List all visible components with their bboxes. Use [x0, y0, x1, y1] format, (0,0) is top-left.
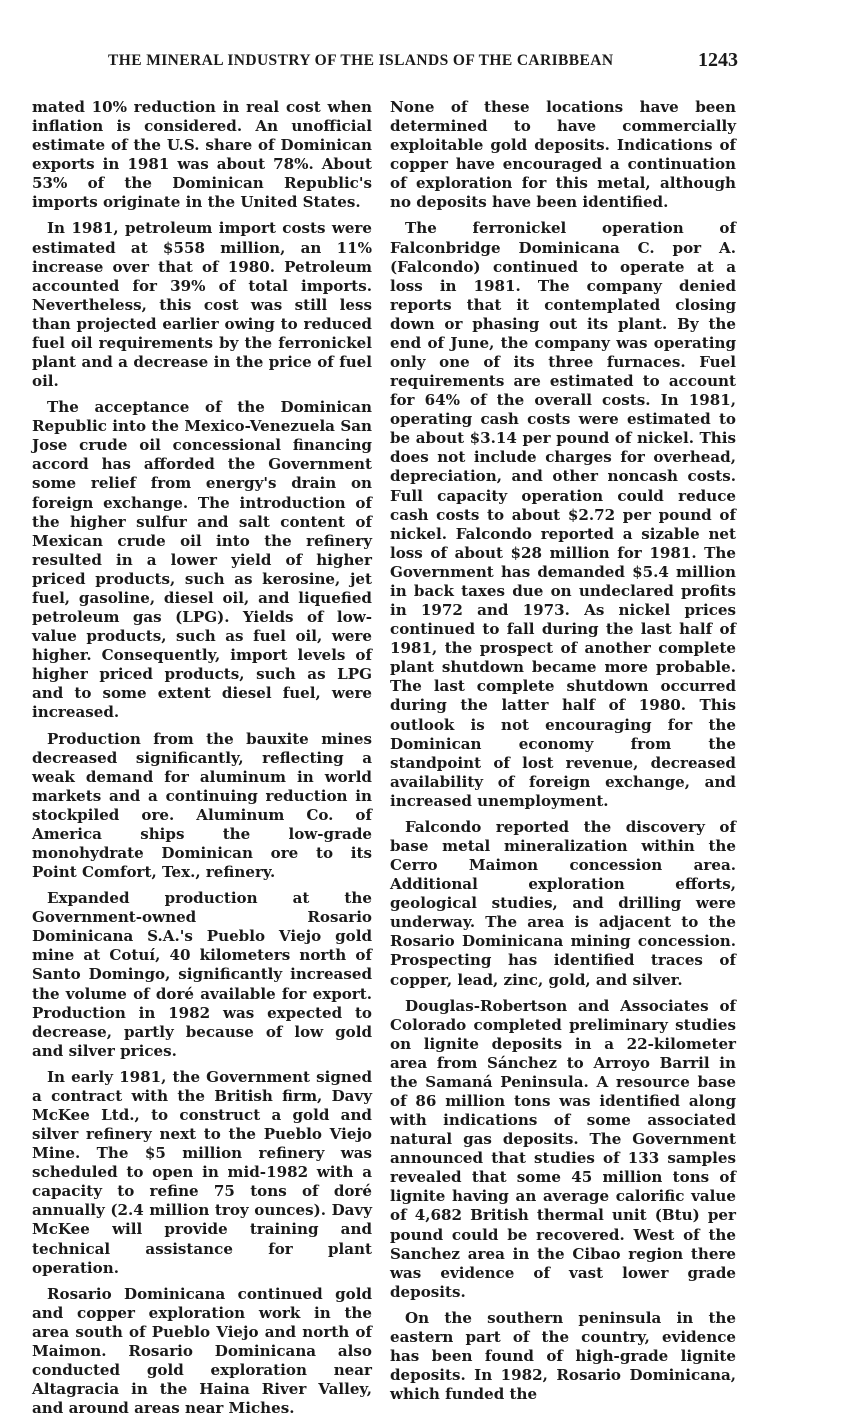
paragraph: Expanded production at the Government-owned Rosario Dominicana S.A.'s Pueblo Viejo gold mine at Cotuí, 40 kilometers north of Santo Domingo, significantly increased the volume of doré available for export. Production in 1982 was expected to decrease, partly because of low gold and silver prices. — [32, 889, 372, 1060]
left-column — [32, 98, 372, 1418]
right-column — [390, 98, 736, 1404]
paragraph: None of these locations have been determined to have commercially exploitable gold deposits. Indications of copper have encouraged a continuation of exploration for this metal, although no deposits have been identified. — [390, 98, 736, 212]
paragraph: In 1981, petroleum import costs were estimated at $558 million, an 11% increase over that of 1980. Petroleum accounted for 39% of total imports. Nevertheless, this cost was still less than projected earlier owing to reduced fuel oil requirements by the ferronickel plant and a decrease in the price of fuel oil. — [32, 219, 372, 391]
running-title: THE MINERAL INDUSTRY OF THE ISLANDS OF THE CARIBBEAN — [108, 52, 614, 69]
paragraph: On the southern peninsula in the eastern part of the country, evidence has been found of high-grade lignite deposits. In 1982, Rosario Dominicana, which funded the — [390, 1308, 736, 1404]
paragraph: Production from the bauxite mines decreased significantly, reflecting a weak demand for aluminum in world markets and a continuing reduction in stockpiled ore. Aluminum Co. of America ships the low-grade monohydrate Dominican ore to its Point Comfort, Tex., refinery. — [32, 729, 372, 882]
paragraph: The ferronickel operation of Falconbridge Dominicana C. por A. (Falcondo) continued to operate at a loss in 1981. The company denied reports that it contemplated closing down or phasing out its plant. By the end of June, the company was operating only one of its three furnaces. Fuel requirements are estimated to account for 64% of the overall costs. In 1981, operating cash costs were estimated to be about $3.14 per pound of nickel. This does not include charges for overhead, depreciation, and other noncash costs. Full capacity operation could reduce cash costs to about $2.72 per pound of nickel. Falcondo reported a sizable net loss of about $28 million for 1981. The Government has demanded $5.4 million in back taxes due on undeclared profits in 1972 and 1973. As nickel prices continued to fall during the last half of 1981, the prospect of another complete plant shutdown became more probable. The last complete shutdown occurred during the latter half of 1980. This outlook is not encouraging for the Dominican economy from the standpoint of lost revenue, decreased availability of foreign exchange, and increased unemployment. — [390, 219, 736, 810]
paragraph: Douglas-Robertson and Associates of Colorado completed preliminary studies on lignite deposits in a 22-kilometer area from Sánchez to Arroyo Barril in the Samaná Peninsula. A resource base of 86 million tons was identified along with indications of some associated natural gas deposits. The Government announced that studies of 133 samples revealed that some 45 million tons of lignite having an average calorific value of 4,682 British thermal unit (Btu) per pound could be recovered. West of the Sanchez area in the Cibao region there was evidence of vast lower grade deposits. — [390, 996, 736, 1301]
paragraph: Rosario Dominicana continued gold and copper exploration work in the area south of Pueblo Viejo and north of Maimon. Rosario Dominicana also conducted gold exploration near Altagracia in the Haina River Valley, and around areas near Miches. — [32, 1284, 372, 1418]
paragraph: The acceptance of the Dominican Republic into the Mexico-Venezuela San Jose crude oil concessional financing accord has afforded the Government some relief from energy's drain on foreign exchange. The introduction of the higher sulfur and salt content of Mexican crude oil into the refinery resulted in a lower yield of higher priced products, such as kerosine, jet fuel, gasoline, diesel oil, and liquefied petroleum gas (LPG). Yields of low-value products, such as fuel oil, were higher. Consequently, import levels of higher priced products, such as LPG and to some extent diesel fuel, were increased. — [32, 398, 372, 722]
running-header — [108, 50, 738, 74]
paragraph: Falcondo reported the discovery of base metal mineralization within the Cerro Maimon concession area. Additional exploration efforts, geological studies, and drilling were underway. The area is adjacent to the Rosario Dominicana mining concession. Prospecting has identified traces of copper, lead, zinc, gold, and silver. — [390, 817, 736, 989]
paragraph: In early 1981, the Government signed a contract with the British firm, Davy McKee Ltd., to construct a gold and silver refinery next to the Pueblo Viejo Mine. The $5 million refinery was scheduled to open in mid-1982 with a capacity to refine 75 tons of doré annually (2.4 million troy ounces). Davy McKee will provide training and technical assistance for plant operation. — [32, 1067, 372, 1277]
paragraph: mated 10% reduction in real cost when inflation is considered. An unofficial estimate of the U.S. share of Dominican exports in 1981 was about 78%. About 53% of the Dominican Republic's imports originate in the United States. — [32, 98, 372, 212]
page-number: 1243 — [698, 49, 738, 71]
